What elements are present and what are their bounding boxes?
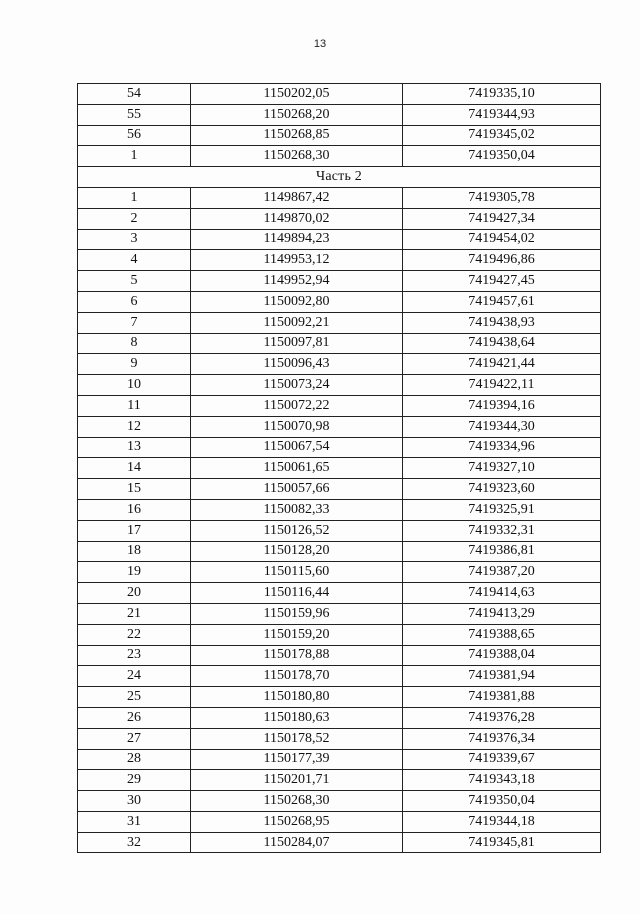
table-row: [78, 687, 601, 708]
point-number-cell: 24: [78, 666, 191, 687]
y-coordinate-cell: 7419438,93: [403, 312, 601, 333]
x-coordinate-cell: 1150067,54: [191, 437, 403, 458]
x-coordinate-cell: 1150070,98: [191, 416, 403, 437]
y-coordinate-cell: 7419381,94: [403, 666, 601, 687]
point-number-cell: 19: [78, 562, 191, 583]
x-coordinate-cell: 1150159,20: [191, 624, 403, 645]
x-coordinate-cell: 1149870,02: [191, 208, 403, 229]
x-coordinate-cell: 1150126,52: [191, 520, 403, 541]
y-coordinate-cell: 7419332,31: [403, 520, 601, 541]
x-coordinate-cell: 1150268,20: [191, 104, 403, 125]
y-coordinate-cell: 7419335,10: [403, 84, 601, 105]
point-number-cell: 9: [78, 354, 191, 375]
x-coordinate-cell: 1150128,20: [191, 541, 403, 562]
point-number-cell: 21: [78, 603, 191, 624]
table-row: [78, 811, 601, 832]
x-coordinate-cell: 1149953,12: [191, 250, 403, 271]
x-coordinate-cell: 1150201,71: [191, 770, 403, 791]
table-row: [78, 395, 601, 416]
table-row: [78, 375, 601, 396]
x-coordinate-cell: 1150061,65: [191, 458, 403, 479]
table-row: [78, 312, 601, 333]
x-coordinate-cell: 1150072,22: [191, 395, 403, 416]
table-section-header: [78, 167, 601, 188]
y-coordinate-cell: 7419345,02: [403, 125, 601, 146]
y-coordinate-cell: 7419325,91: [403, 499, 601, 520]
table-row: [78, 437, 601, 458]
point-number-cell: 11: [78, 395, 191, 416]
point-number-cell: 28: [78, 749, 191, 770]
x-coordinate-cell: 1150180,63: [191, 707, 403, 728]
y-coordinate-cell: 7419339,67: [403, 749, 601, 770]
y-coordinate-cell: 7419438,64: [403, 333, 601, 354]
section-label: Часть 2: [78, 167, 601, 188]
table-row: [78, 104, 601, 125]
point-number-cell: 32: [78, 832, 191, 853]
y-coordinate-cell: 7419376,28: [403, 707, 601, 728]
table-row: [78, 125, 601, 146]
x-coordinate-cell: 1150268,85: [191, 125, 403, 146]
y-coordinate-cell: 7419388,65: [403, 624, 601, 645]
point-number-cell: 22: [78, 624, 191, 645]
table-body-part-1: [78, 84, 601, 167]
point-number-cell: 12: [78, 416, 191, 437]
point-number-cell: 1: [78, 146, 191, 167]
y-coordinate-cell: 7419350,04: [403, 146, 601, 167]
y-coordinate-cell: 7419457,61: [403, 291, 601, 312]
x-coordinate-cell: 1150180,80: [191, 687, 403, 708]
y-coordinate-cell: 7419422,11: [403, 375, 601, 396]
y-coordinate-cell: 7419327,10: [403, 458, 601, 479]
table-row: [78, 84, 601, 105]
x-coordinate-cell: 1149867,42: [191, 187, 403, 208]
point-number-cell: 13: [78, 437, 191, 458]
y-coordinate-cell: 7419344,93: [403, 104, 601, 125]
x-coordinate-cell: 1150115,60: [191, 562, 403, 583]
point-number-cell: 16: [78, 499, 191, 520]
point-number-cell: 54: [78, 84, 191, 105]
y-coordinate-cell: 7419350,04: [403, 791, 601, 812]
point-number-cell: 4: [78, 250, 191, 271]
y-coordinate-cell: 7419381,88: [403, 687, 601, 708]
x-coordinate-cell: 1150178,88: [191, 645, 403, 666]
table-body-part-2: [78, 187, 601, 853]
x-coordinate-cell: 1150202,05: [191, 84, 403, 105]
y-coordinate-cell: 7419454,02: [403, 229, 601, 250]
x-coordinate-cell: 1150073,24: [191, 375, 403, 396]
y-coordinate-cell: 7419344,30: [403, 416, 601, 437]
x-coordinate-cell: 1150096,43: [191, 354, 403, 375]
table-row: [78, 187, 601, 208]
y-coordinate-cell: 7419386,81: [403, 541, 601, 562]
x-coordinate-cell: 1150097,81: [191, 333, 403, 354]
point-number-cell: 15: [78, 479, 191, 500]
y-coordinate-cell: 7419376,34: [403, 728, 601, 749]
table-row: [78, 458, 601, 479]
table-row: [78, 770, 601, 791]
table-row: [78, 645, 601, 666]
x-coordinate-cell: 1150268,30: [191, 791, 403, 812]
table-row: [78, 208, 601, 229]
y-coordinate-cell: 7419413,29: [403, 603, 601, 624]
x-coordinate-cell: 1149952,94: [191, 271, 403, 292]
table-row: [78, 229, 601, 250]
point-number-cell: 25: [78, 687, 191, 708]
x-coordinate-cell: 1150057,66: [191, 479, 403, 500]
table-row: [78, 541, 601, 562]
x-coordinate-cell: 1150092,80: [191, 291, 403, 312]
table-row: [78, 749, 601, 770]
table-row: [78, 707, 601, 728]
table-row: [78, 271, 601, 292]
table-row: [78, 416, 601, 437]
x-coordinate-cell: 1150116,44: [191, 583, 403, 604]
y-coordinate-cell: 7419394,16: [403, 395, 601, 416]
point-number-cell: 17: [78, 520, 191, 541]
table-row: [78, 791, 601, 812]
y-coordinate-cell: 7419323,60: [403, 479, 601, 500]
point-number-cell: 3: [78, 229, 191, 250]
x-coordinate-cell: 1150178,52: [191, 728, 403, 749]
point-number-cell: 7: [78, 312, 191, 333]
x-coordinate-cell: 1150268,95: [191, 811, 403, 832]
y-coordinate-cell: 7419496,86: [403, 250, 601, 271]
table-row: [78, 583, 601, 604]
y-coordinate-cell: 7419388,04: [403, 645, 601, 666]
point-number-cell: 55: [78, 104, 191, 125]
y-coordinate-cell: 7419343,18: [403, 770, 601, 791]
point-number-cell: 2: [78, 208, 191, 229]
y-coordinate-cell: 7419421,44: [403, 354, 601, 375]
table-row: [78, 499, 601, 520]
table-row: [78, 832, 601, 853]
x-coordinate-cell: 1149894,23: [191, 229, 403, 250]
y-coordinate-cell: 7419305,78: [403, 187, 601, 208]
point-number-cell: 1: [78, 187, 191, 208]
x-coordinate-cell: 1150159,96: [191, 603, 403, 624]
point-number-cell: 20: [78, 583, 191, 604]
point-number-cell: 6: [78, 291, 191, 312]
x-coordinate-cell: 1150284,07: [191, 832, 403, 853]
table-row: [78, 562, 601, 583]
point-number-cell: 14: [78, 458, 191, 479]
y-coordinate-cell: 7419344,18: [403, 811, 601, 832]
point-number-cell: 18: [78, 541, 191, 562]
point-number-cell: 5: [78, 271, 191, 292]
section-row: [78, 167, 601, 188]
x-coordinate-cell: 1150268,30: [191, 146, 403, 167]
y-coordinate-cell: 7419334,96: [403, 437, 601, 458]
table-row: [78, 250, 601, 271]
point-number-cell: 27: [78, 728, 191, 749]
table-row: [78, 728, 601, 749]
point-number-cell: 10: [78, 375, 191, 396]
y-coordinate-cell: 7419427,45: [403, 271, 601, 292]
table-row: [78, 603, 601, 624]
point-number-cell: 29: [78, 770, 191, 791]
x-coordinate-cell: 1150178,70: [191, 666, 403, 687]
coordinates-table: [77, 83, 601, 853]
x-coordinate-cell: 1150082,33: [191, 499, 403, 520]
point-number-cell: 31: [78, 811, 191, 832]
x-coordinate-cell: 1150177,39: [191, 749, 403, 770]
point-number-cell: 30: [78, 791, 191, 812]
y-coordinate-cell: 7419414,63: [403, 583, 601, 604]
point-number-cell: 26: [78, 707, 191, 728]
table-row: [78, 624, 601, 645]
x-coordinate-cell: 1150092,21: [191, 312, 403, 333]
point-number-cell: 8: [78, 333, 191, 354]
y-coordinate-cell: 7419427,34: [403, 208, 601, 229]
page-number: 13: [313, 38, 327, 50]
y-coordinate-cell: 7419345,81: [403, 832, 601, 853]
point-number-cell: 23: [78, 645, 191, 666]
point-number-cell: 56: [78, 125, 191, 146]
table-row: [78, 354, 601, 375]
table-row: [78, 291, 601, 312]
table-row: [78, 146, 601, 167]
table-row: [78, 333, 601, 354]
table-row: [78, 666, 601, 687]
table-row: [78, 520, 601, 541]
y-coordinate-cell: 7419387,20: [403, 562, 601, 583]
table-row: [78, 479, 601, 500]
